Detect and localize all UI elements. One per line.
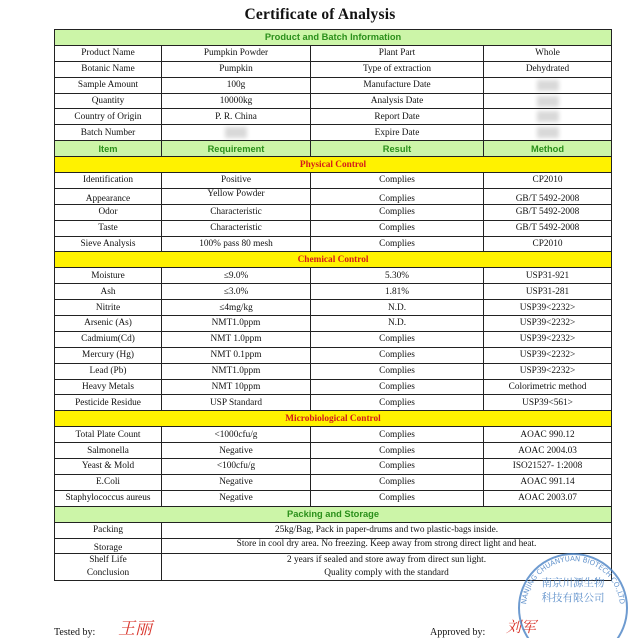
column-header-item: Item [55,141,162,157]
info-label: Product Name [55,45,162,61]
cell-item: Cadmium(Cd) [55,331,162,347]
info-label: Analysis Date [311,93,484,109]
info-value: 10000kg [162,93,311,109]
table-row [55,220,612,236]
cell-requirement: NMT 0.1ppm [162,347,311,363]
info-value: Dehydrated [484,61,612,77]
cell-item: Identification [55,173,162,189]
cell-requirement: Characteristic [162,220,311,236]
cell-requirement: <100cfu/g [162,459,311,475]
redaction-blur [537,127,559,138]
cell-item: Lead (Pb) [55,363,162,379]
redacted-date [484,77,612,93]
cell-item: Mercury (Hg) [55,347,162,363]
table-row [55,443,612,459]
storage-value: Store in cool dry area. No freezing. Keep away from strong direct light and heat. [162,538,612,554]
shelf-conclusion-labels [55,554,162,581]
cell-item: Appearance [55,188,162,204]
cell-result: Complies [311,173,484,189]
table-row [55,427,612,443]
chemical-rows [55,268,612,411]
info-row [55,93,612,109]
cell-item: Total Plate Count [55,427,162,443]
cell-item: Sieve Analysis [55,236,162,252]
redaction-blur [537,111,559,122]
info-label: Expire Date [311,125,484,141]
cell-method: Colorimetric method [484,379,612,395]
info-label: Batch Number [55,125,162,141]
section-micro-header [55,411,612,427]
table-row [55,331,612,347]
cell-requirement: Yellow Powder [162,188,311,204]
cell-result: Complies [311,379,484,395]
info-label: Sample Amount [55,77,162,93]
cell-requirement: NMT1.0ppm [162,363,311,379]
cell-requirement: Negative [162,490,311,506]
table-row [55,284,612,300]
cell-method: USP39<2232> [484,316,612,332]
cell-requirement: <1000cfu/g [162,427,311,443]
cell-item: Pesticide Residue [55,395,162,411]
cell-result: Complies [311,395,484,411]
section-title: Chemical Control [55,252,612,268]
redaction-blur [537,96,559,107]
stamp-arc-text: NANJING CHUANYUAN BIOTECH CO.,LTD [520,554,626,605]
cell-requirement: ≤9.0% [162,268,311,284]
cell-method: USP39<2232> [484,363,612,379]
info-row [55,109,612,125]
cell-result: Complies [311,459,484,475]
cell-method: GB/T 5492-2008 [484,220,612,236]
cell-method: USP39<561> [484,395,612,411]
cell-method: AOAC 2003.07 [484,490,612,506]
cell-item: Odor [55,204,162,220]
info-row [55,61,612,77]
cell-requirement: USP Standard [162,395,311,411]
info-label: Country of Origin [55,109,162,125]
section-packing-header [55,506,612,522]
cell-result: Complies [311,236,484,252]
table-row [55,300,612,316]
cell-result: Complies [311,363,484,379]
redaction-blur [537,80,559,91]
column-header-requirement: Requirement [162,141,311,157]
cell-method: CP2010 [484,173,612,189]
column-header-row [55,141,612,157]
section-title: Physical Control [55,157,612,173]
info-row [55,45,612,61]
cell-method: USP39<2232> [484,331,612,347]
cell-result: Complies [311,220,484,236]
cell-requirement: 100% pass 80 mesh [162,236,311,252]
table-row [55,363,612,379]
micro-rows [55,427,612,506]
table-row [55,268,612,284]
cell-result: 5.30% [311,268,484,284]
info-value: P. R. China [162,109,311,125]
cell-item: Yeast & Mold [55,459,162,475]
cell-item: Heavy Metals [55,379,162,395]
cell-result: Complies [311,443,484,459]
info-label: Botanic Name [55,61,162,77]
table-row [55,490,612,506]
cell-requirement: ≤3.0% [162,284,311,300]
cell-result: Complies [311,490,484,506]
table-row [55,204,612,220]
redacted-date [484,93,612,109]
physical-rows [55,173,612,252]
cell-result: Complies [311,331,484,347]
info-label: Plant Part [311,45,484,61]
cell-result: Complies [311,474,484,490]
cell-requirement: Positive [162,173,311,189]
cell-method: GB/T 5492-2008 [484,188,612,204]
cell-item: E.Coli [55,474,162,490]
approved-signature: 刘军 [506,618,537,636]
info-value: 100g [162,77,311,93]
conclusion-label: Conclusion [86,568,130,579]
conclusion-value: Quality comply with the standard [324,568,449,579]
cell-result: Complies [311,188,484,204]
cell-result: Complies [311,427,484,443]
info-value: Pumpkin [162,61,311,77]
cell-method: GB/T 5492-2008 [484,204,612,220]
table-row [55,236,612,252]
cell-method: CP2010 [484,236,612,252]
info-label: Quantity [55,93,162,109]
cell-item: Moisture [55,268,162,284]
table-row [55,474,612,490]
cell-method: AOAC 991.14 [484,474,612,490]
redaction-blur [225,127,247,138]
cell-item: Taste [55,220,162,236]
cell-requirement: Characteristic [162,204,311,220]
info-label: Type of extraction [311,61,484,77]
cell-requirement: ≤4mg/kg [162,300,311,316]
info-label: Report Date [311,109,484,125]
document-title: Certificate of Analysis [244,6,396,23]
approved-by-label: Approved by: [430,627,486,638]
info-value: Whole [484,45,612,61]
column-header-result: Result [311,141,484,157]
section-title: Packing and Storage [55,506,612,522]
table-row [55,173,612,189]
info-label: Manufacture Date [311,77,484,93]
cell-result: 1.81% [311,284,484,300]
packing-value: 25kg/Bag, Pack in paper-drums and two plastic-bags inside. [162,522,612,538]
tested-signature: 王丽 [118,619,152,639]
packing-label: Packing [55,522,162,538]
coa-table [54,29,612,581]
cell-result: N.D. [311,316,484,332]
table-row [55,347,612,363]
cell-method: USP39<2232> [484,347,612,363]
table-row [55,379,612,395]
company-stamp [512,530,634,638]
redacted-batch [162,125,311,141]
cell-item: Staphylococcus aureus [55,490,162,506]
redacted-date [484,125,612,141]
info-row [55,125,612,141]
shelf-life-value: 2 years if sealed and store away from direct sun light. [287,555,487,566]
cell-method: AOAC 2004.03 [484,443,612,459]
section-title: Microbiological Control [55,411,612,427]
cell-method: USP31-921 [484,268,612,284]
cell-requirement: Negative [162,443,311,459]
stamp-line1: 南京川源生物 [541,577,605,589]
column-header-method: Method [484,141,612,157]
cell-method: AOAC 990.12 [484,427,612,443]
section-title: Product and Batch Information [55,30,612,46]
cell-item: Ash [55,284,162,300]
section-product-header [55,30,612,46]
shelf-life-label: Shelf Life [89,555,127,566]
storage-label: Storage [55,538,162,554]
table-row [55,395,612,411]
tested-by-label: Tested by: [54,627,96,638]
table-row [55,316,612,332]
cell-requirement: NMT 1.0ppm [162,331,311,347]
table-row [55,188,612,204]
cell-method: ISO21527- 1:2008 [484,459,612,475]
section-chemical-header [55,252,612,268]
cell-method: USP39<2232> [484,300,612,316]
cell-requirement: NMT1.0ppm [162,316,311,332]
cell-requirement: NMT 10ppm [162,379,311,395]
section-physical-header [55,157,612,173]
cell-item: Salmonella [55,443,162,459]
cell-item: Arsenic (As) [55,316,162,332]
redacted-date [484,109,612,125]
cell-item: Nitrite [55,300,162,316]
cell-result: N.D. [311,300,484,316]
cell-requirement: Negative [162,474,311,490]
stamp-line2: 科技有限公司 [541,592,605,604]
cell-result: Complies [311,204,484,220]
info-value: Pumpkin Powder [162,45,311,61]
cell-method: USP31-281 [484,284,612,300]
info-row [55,77,612,93]
cell-result: Complies [311,347,484,363]
table-row [55,459,612,475]
